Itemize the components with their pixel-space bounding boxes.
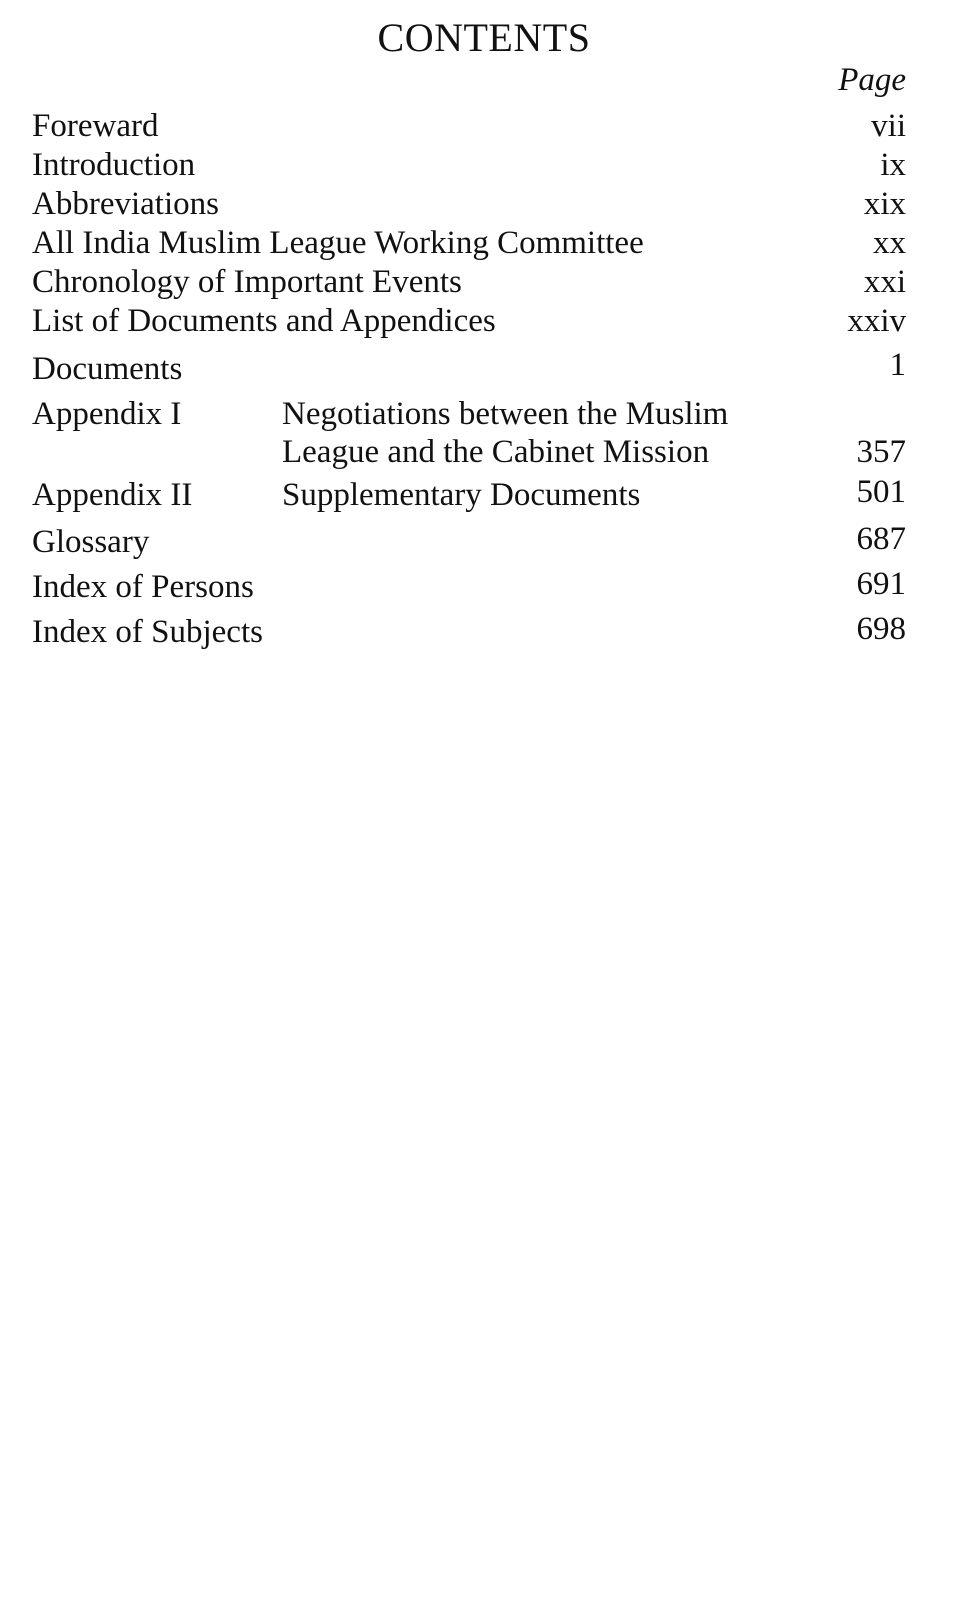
toc-entry-page: 501 (856, 474, 906, 510)
toc-entry-title: Abbreviations (32, 186, 219, 222)
toc-entry-page: 357 (856, 434, 906, 470)
toc-entry-title: Chronology of Important Events (32, 264, 462, 300)
toc-entry-title: Glossary (32, 524, 150, 560)
toc-entry-appendix-2[interactable] (32, 475, 906, 515)
toc-entry-index-of-subjects[interactable] (32, 612, 906, 652)
toc-entry-page: xix (863, 186, 906, 222)
toc-entry-title: Index of Persons (32, 569, 254, 605)
toc-entry-title: Documents (32, 351, 183, 387)
toc-entry-page: xx (873, 225, 906, 261)
toc-entry-list-of-documents[interactable] (32, 301, 906, 341)
toc-entry-title: Introduction (32, 147, 196, 183)
appendix-title-line-2: League and the Cabinet Mission (282, 434, 710, 470)
toc-entry-glossary[interactable] (32, 522, 906, 562)
toc-entry-foreward[interactable] (32, 106, 906, 146)
toc-entry-page: ix (880, 147, 906, 183)
toc-entry-page: xxi (863, 264, 906, 300)
toc-entry-page: vii (871, 108, 906, 144)
toc-entry-title: Index of Subjects (32, 614, 263, 650)
toc-entry-index-of-persons[interactable] (32, 567, 906, 607)
page-column-heading: Page (838, 62, 906, 98)
appendix-label: Appendix II (32, 477, 193, 513)
appendix-label: Appendix I (32, 396, 182, 432)
toc-entry-page: 691 (856, 566, 906, 602)
page-title: CONTENTS (377, 15, 591, 60)
toc-entry-title: All India Muslim League Working Committee (32, 225, 644, 261)
toc-entry-documents[interactable] (32, 349, 906, 389)
toc-entry-working-committee[interactable] (32, 223, 906, 263)
toc-entry-appendix-1[interactable] (32, 394, 906, 474)
appendix-title-line-1: Negotiations between the Muslim (282, 396, 729, 432)
toc-entry-chronology[interactable] (32, 262, 906, 302)
toc-entry-page: xxiv (847, 303, 906, 339)
toc-entry-page: 687 (856, 521, 906, 557)
toc-entry-introduction[interactable] (32, 145, 906, 185)
toc-entry-page: 698 (856, 611, 906, 647)
toc-entry-abbreviations[interactable] (32, 184, 906, 224)
toc-entry-page: 1 (889, 347, 906, 383)
toc-entry-title: Foreward (32, 108, 159, 144)
appendix-title-line-1: Supplementary Documents (282, 477, 641, 513)
toc-entry-title: List of Documents and Appendices (32, 303, 496, 339)
